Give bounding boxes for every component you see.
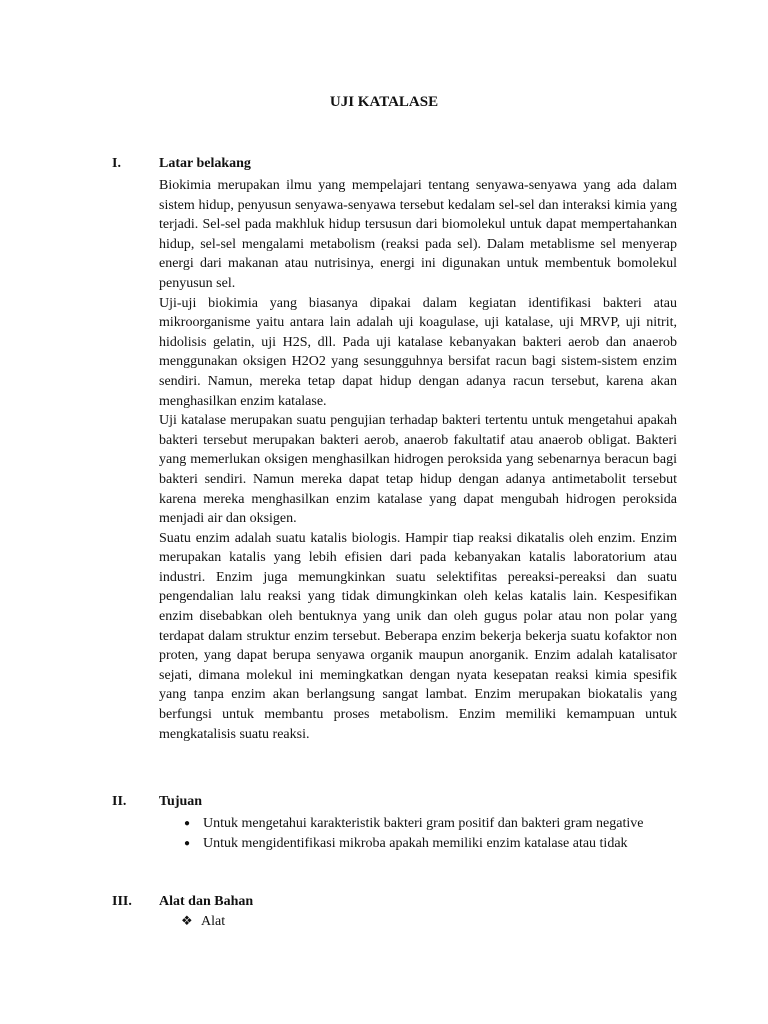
list-item-text: Untuk mengetahui karakteristik bakteri gram positif dan bakteri gram negative	[203, 816, 644, 831]
document-title: UJI KATALASE	[329, 94, 439, 110]
list-item-text: Untuk mengidentifikasi mikroba apakah memiliki enzim katalase atau tidak	[203, 836, 628, 851]
subitem-label: Alat	[201, 914, 226, 929]
diamond-icon: ❖	[181, 913, 193, 928]
bullet-icon: ●	[184, 838, 191, 849]
bullet-icon: ●	[184, 818, 191, 829]
section-heading-latar-belakang: Latar belakang	[159, 156, 251, 171]
paragraph: Suatu enzim adalah suatu katalis biologis. Hampir tiap reaksi dikatalis oleh enzim. Enzim merupakan katalis yang lebih efisien dari pada kebanyakan katalis laboratorium atau industri. Enzim juga memungkinkan suatu selektifitas pereaksi-pereaksi dan suatu pengendalian lalu reaksi yang tidak dimungkinkan oleh kelas katalis lain. Kespesifikan enzim disebabkan oleh bentuknya yang unik dan oleh gugus polar atau non polar yang terdapat dalam struktur enzim tersebut. Beberapa enzim bekerja bekerja suatu kofaktor non proten, yang dapat berupa senyawa organik maupun anorganik. Enzim adalah katalisator sejati, dimana molekul ini memingkatkan dengan nyata kesepatan reaksi kimia spesifik yang tanpa enzim akan berlangsung sangat lambat. Enzim merupakan biokatalis yang berfungsi untuk membantu proses metabolism. Enzim memiliki kemampuan untuk mengkatalisis suatu reaksi.	[159, 530, 677, 742]
section-body-latar-belakang	[159, 176, 677, 744]
tujuan-list	[159, 814, 719, 854]
section-number-2: II.	[112, 794, 127, 809]
paragraph: Uji-uji biokimia yang biasanya dipakai dalam kegiatan identifikasi bakteri atau mikroorganisme yaitu antara lain adalah uji koagulase, uji katalase, uji MRVP, uji nitrit, hidolisis gelatin, uji H2S, dll. Pada uji katalase kebanyakan bakteri aerob dan anaerob menggunakan oksigen H2O2 yang sesungguhnya bersifat racun bagi sistem-sistem enzim sendiri. Namun, mereka tetap dapat hidup dengan adanya racun tersebut, karena akan menghasilkan enzim katalase.	[159, 295, 677, 409]
subitem-alat	[181, 913, 225, 930]
section-heading-alat-dan-bahan: Alat dan Bahan	[159, 894, 254, 909]
section-heading-tujuan: Tujuan	[159, 794, 203, 809]
section-number-3: III.	[112, 894, 132, 909]
list-item	[159, 834, 719, 854]
paragraph: Uji katalase merupakan suatu pengujian terhadap bakteri tertentu untuk mengetahui apakah bakteri tersebut merupakan bakteri aerob, anaerob fakultatif atau anaerob obligat. Bakteri yang memerlukan oksigen menghasilkan hidrogen peroksida yang sebenarnya beracun bagi bakteri sendiri. Namun mereka dapat tetap hidup dengan adanya antimetabolit tersebut karena mereka menghasilkan enzim katalase yang dapat mengubah hidrogen peroksida menjadi air dan oksigen.	[159, 413, 677, 527]
paragraph: Biokimia merupakan ilmu yang mempelajari tentang senyawa-senyawa yang ada dalam sistem hidup, penyusun senyawa-senyawa tersebut kedalam sel-sel dan interaksi kimia yang terjadi. Sel-sel pada makhluk hidup tersusun dari biomolekul untuk dapat mempertahankan hidup, sel-sel mengalami metabolism (reaksi pada sel). Dalam metablisme sel menyerap energi dari makanan atau nutrisinya, energi ini digunakan untuk membentuk bomolekul penyusun sel.	[159, 178, 677, 291]
list-item	[159, 814, 719, 834]
section-number-1: I.	[112, 156, 121, 171]
